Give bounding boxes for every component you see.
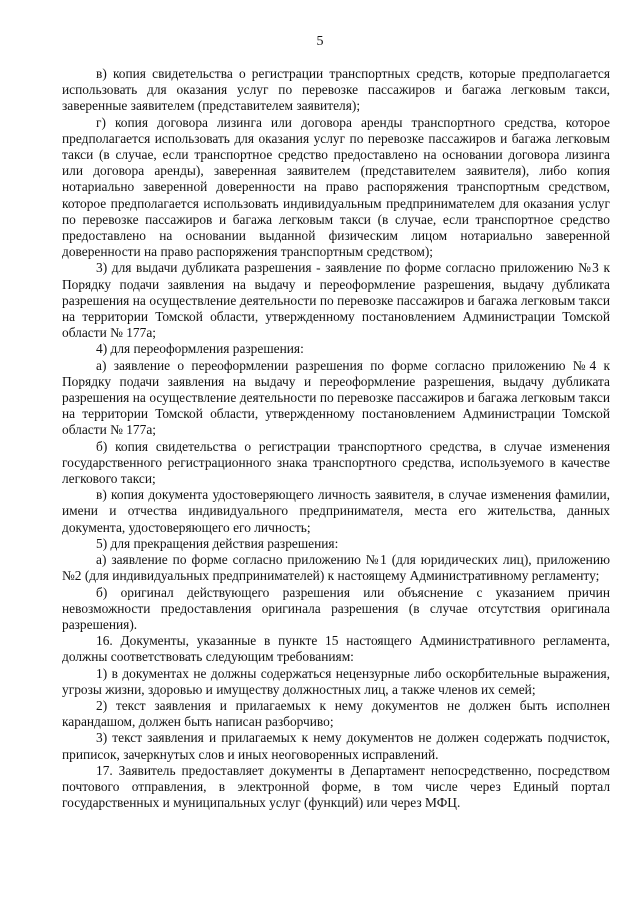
paragraph-15-3v: в) копия свидетельства о регистрации транспортных средств, которые предполагается использовать для оказания услуг по перевозке пассажиров и багажа легковым такси, заверенные заявителем (представителем заявителя); (62, 66, 610, 114)
document-body (62, 66, 610, 811)
paragraph-15-4: 4) для переоформления разрешения: (96, 341, 304, 357)
paragraph-15-3g: г) копия договора лизинга или договора аренды транспортного средства, которое предполагается использовать для оказания услуг по перевозке пассажиров и багажа легковым такси (в случае, если транспортное средство предоставлено на основании договора лизинга или договора аренды), заверенная заявителем (представителем заявителя), либо копия нотариально заверенной доверенности на право распоряжения транспортным средством, которое предполагается использовать индивидуальным предпринимателем для оказания услуг по перевозке пассажиров и багажа легковым такси (в случае, если транспортное средство предоставлено на основании выданной физическим лицом нотариально заверенной доверенности на право распоряжения транспортным средством); (62, 114, 610, 260)
paragraph-15-4a: а) заявление о переоформлении разрешения по форме согласно приложению №4 к Порядку подачи заявления на выдачу и переоформление разрешения, выдачу дубликата разрешения на осуществление деятельности по перевозке пассажиров и багажа легковым такси на территории Томской области, утвержденному постановлением Администрации Томской области № 177а; (62, 357, 610, 438)
paragraph-15-5a: а) заявление по форме согласно приложению №1 (для юридических лиц), приложению №2 (для индивидуальных предпринимателей) к настоящему Административному регламенту; (62, 552, 610, 584)
paragraph-15-5: 5) для прекращения действия разрешения: (96, 535, 339, 551)
paragraph-16: 16. Документы, указанные в пункте 15 настоящего Административного регламента, должны соответствовать следующим требованиям: (62, 633, 610, 665)
paragraph-15-4b: б) копия свидетельства о регистрации транспортного средства, в случае изменения государственного регистрационного знака транспортного средства, используемого в качестве легкового такси; (62, 438, 610, 487)
paragraph-15-3: 3) для выдачи дубликата разрешения - заявление по форме согласно приложению №3 к Порядку подачи заявления на выдачу и переоформление разрешения, выдачу дубликата разрешения на осуществление деятельности по перевозке пассажиров и багажа легковым такси на территории Томской области, утвержденному постановлением Администрации Томской области № 177а; (62, 260, 610, 341)
paragraph-15-5b: б) оригинал действующего разрешения или объяснение с указанием причин невозможности предоставления оригинала разрешения (в случае отсутствия оригинала разрешения). (62, 584, 610, 632)
paragraph-15-4v: в) копия документа удостоверяющего личность заявителя, в случае изменения фамилии, имени и отчества индивидуального предпринимателя, места его жительства, данных документа, удостоверяющего его личность; (62, 487, 610, 535)
paragraph-16-3: 3) текст заявления и прилагаемых к нему документов не должен содержать подчисток, приписок, зачеркнутых слов и иных неоговоренных исправлений. (62, 730, 610, 762)
paragraph-16-1: 1) в документах не должны содержаться нецензурные либо оскорбительные выражения, угрозы жизни, здоровью и имуществу должностных лиц, а также членов их семей; (62, 665, 610, 697)
page-number: 5 (316, 34, 324, 49)
paragraph-16-2: 2) текст заявления и прилагаемых к нему документов не должен быть исполнен карандашом, должен быть написан разборчиво; (62, 697, 610, 730)
paragraph-17: 17. Заявитель предоставляет документы в Департамент непосредственно, посредством почтового отправления, в электронной форме, в том числе через Единый портал государственных и муниципальных услуг (функций) или через МФЦ. (62, 762, 610, 811)
